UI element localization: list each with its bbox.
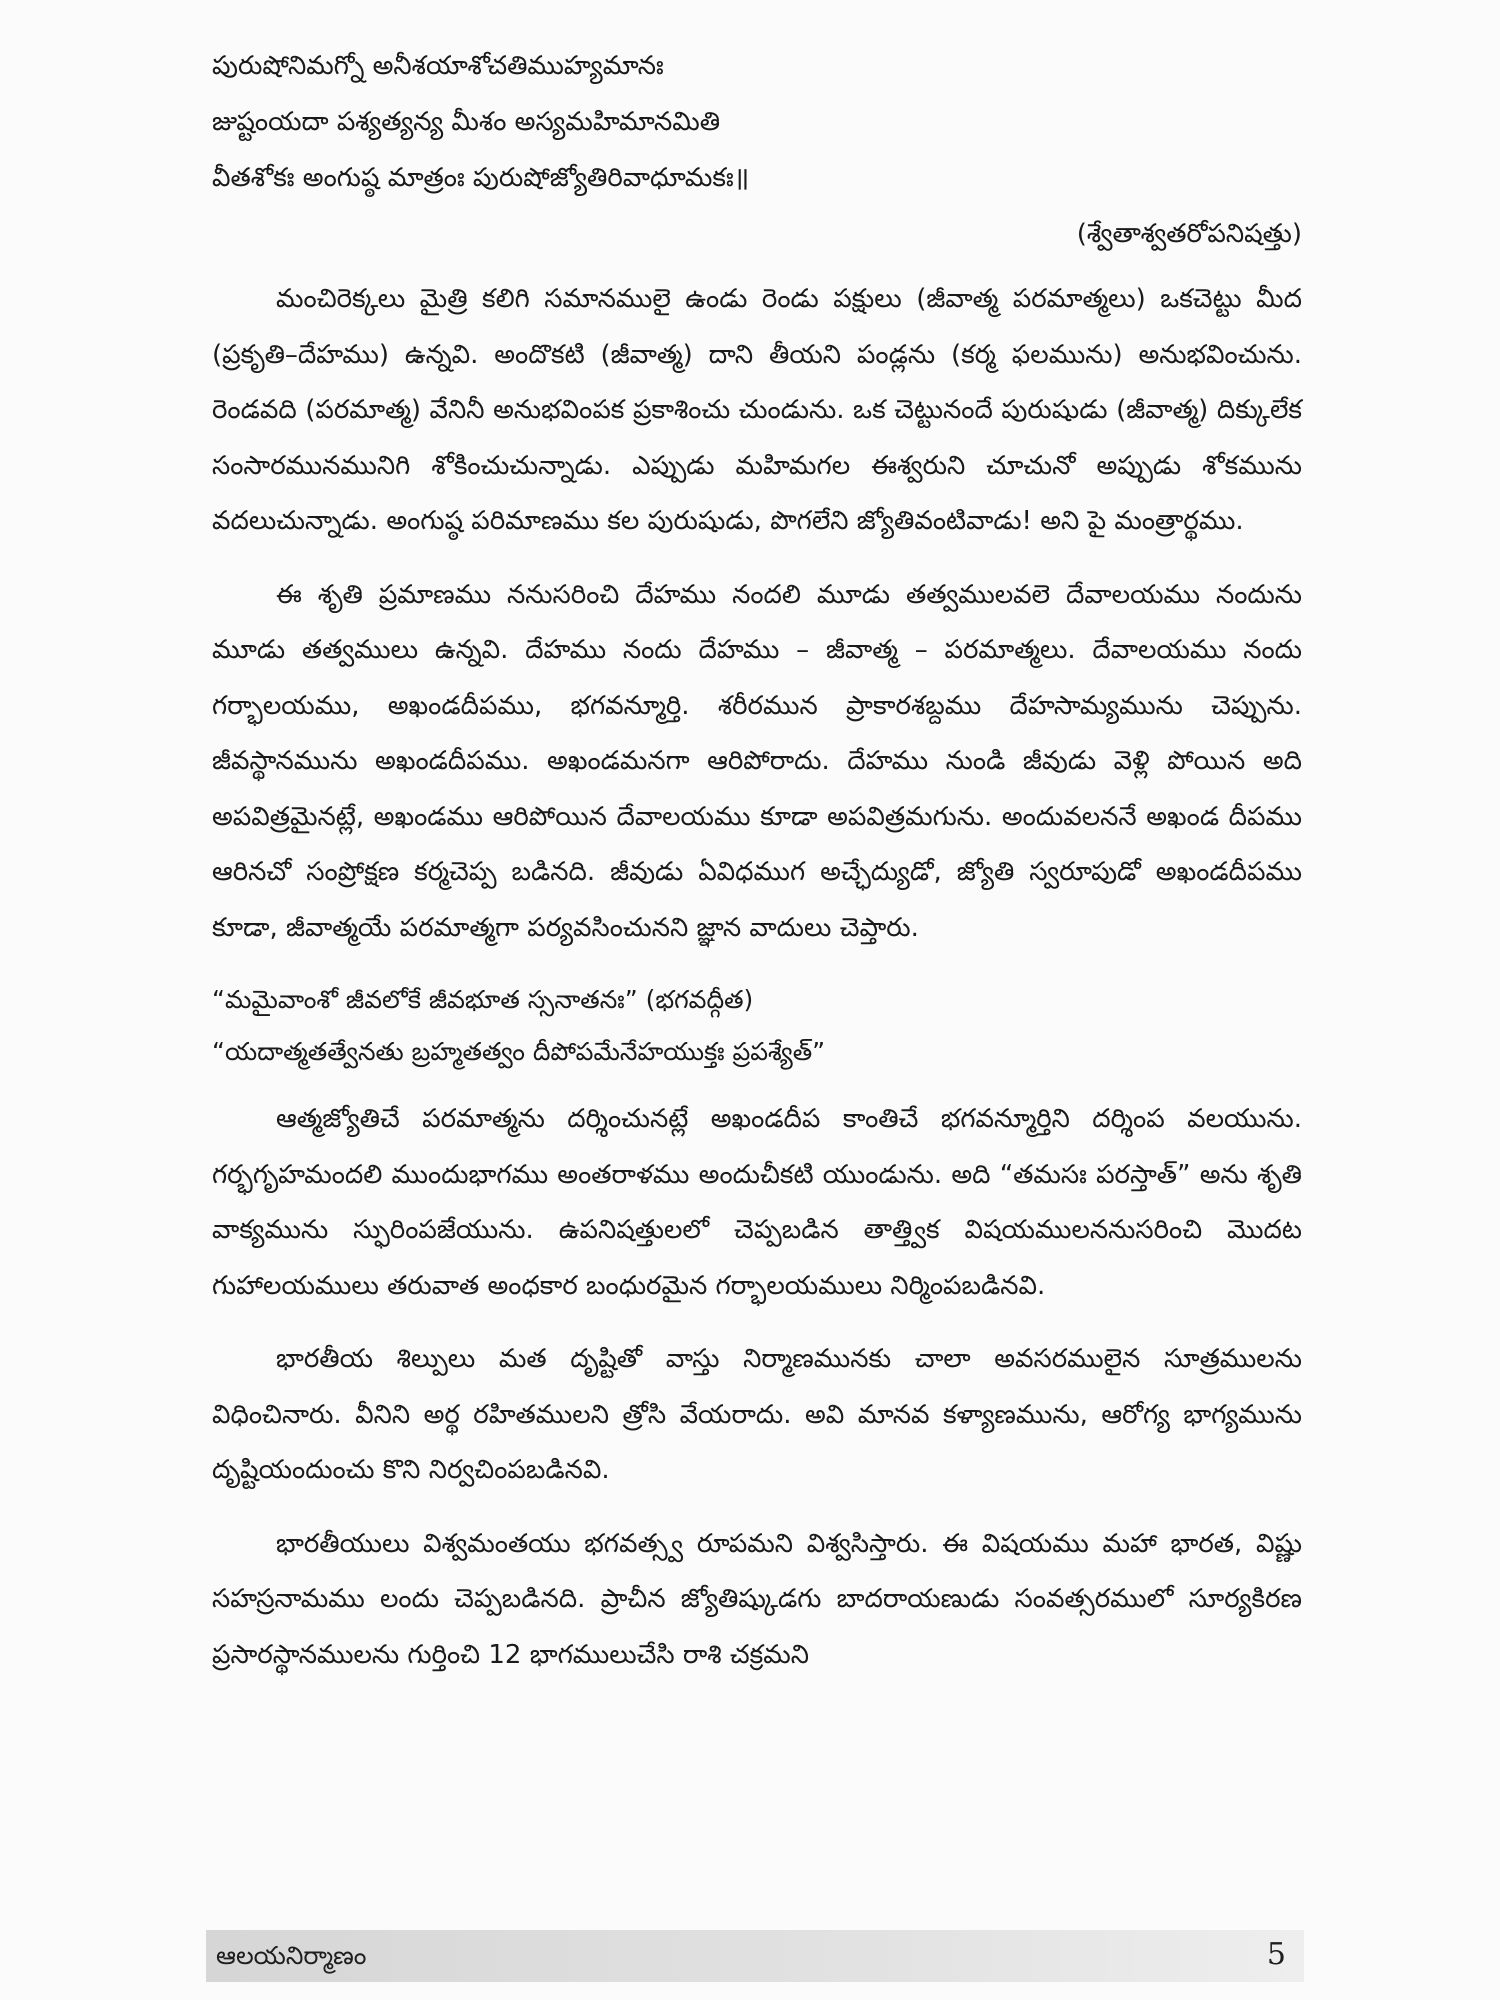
page-footer: [206, 1930, 1304, 1982]
paragraph-sculptors: భారతీయ శిల్పులు మత దృష్టితో వాస్తు నిర్మాణమునకు చాలా అవసరములైన సూత్రములను విధించినారు. వీనిని అర్థ రహితములని త్రోసి వేయరాదు. అవి మానవ కళ్యాణమును, ఆరోగ్య భాగ్యమును దృష్టియందుంచు కొని నిర్వచింపబడినవి.: [212, 1344, 1302, 1485]
page-number: 5: [1266, 1937, 1286, 1972]
verse-line-2: జుష్టంయదా పశ్యత్యన్య మీశం అస్యమహిమానమితి: [212, 107, 721, 137]
quote-upanishad: “యదాత్మతత్వేనతు బ్రహ్మతత్వం దీపోపమేనేహయుక్తః ప్రపశ్యేత్”: [212, 1037, 826, 1066]
paragraph-universe: భారతీయులు విశ్వమంతయు భగవత్స్వ రూపమని విశ్వసిస్తారు. ఈ విషయము మహా భారత, విష్ణు సహస్రనామము లందు చెప్పబడినది. ప్రాచీన జ్యోతిష్కుడగు బాదరాయణుడు సంవత్సరములో సూర్యకిరణ ప్రసారస్థానములను గుర్తించి 12 భాగములుచేసి రాశి చక్రమని: [212, 1528, 1302, 1670]
verse-line-3: వీతశోకః అంగుష్ఠ మాత్రంః పురుషోజ్యోతిరివాధూమకః॥: [212, 163, 750, 193]
paragraph-three-principles: ఈ శృతి ప్రమాణము ననుసరించి దేహము నందలి మూడు తత్వములవలె దేవాలయము నందును మూడు తత్వములు ఉన్నవి. దేహము నందు దేహము – జీవాత్మ – పరమాత్మలు. దేవాలయము నందు గర్భాలయము, అఖండదీపము, భగవన్మూర్తి. శరీరమున ప్రాకారశబ్దము దేహసామ్యమును చెప్పును. జీవస్థానమును అఖండదీపము. అఖండమనగా ఆరిపోరాదు. దేహము నుండి జీవుడు వెళ్లి పోయిన అది అపవిత్రమైనట్లే, అఖండము ఆరిపోయిన దేవాలయము కూడా అపవిత్రమగును. అందువలననే అఖండ దీపము ఆరినచో సంప్రోక్షణ కర్మచెప్ప బడినది. జీవుడు ఏవిధముగ అచ్ఛేద్యుడో, జ్యోతి స్వరూపుడో అఖండదీపము కూడా, జీవాత్మయే పరమాత్మగా పర్యవసించునని జ్ఞాన వాదులు చెప్తారు.: [212, 579, 1302, 943]
paragraph-sanctum: ఆత్మజ్యోతిచే పరమాత్మను దర్శించునట్లే అఖండదీప కాంతిచే భగవన్మూర్తిని దర్శింప వలయును. గర్భగృహమందలి ముందుభాగము అంతరాళము అందుచీకటి యుండును. అది “తమసః పరస్తాత్” అను శృతి వాక్యమును స్ఫురింపజేయును. ఉపనిషత్తులలో చెప్పబడిన తాత్త్విక విషయములననుసరించి మొదట గుహాలయములు తరువాత అంధకార బంధురమైన గర్భాలయములు నిర్మింపబడినవి.: [212, 1104, 1302, 1301]
verse-source: (శ్వేతాశ్వతరోపనిషత్తు): [1076, 219, 1302, 249]
sanskrit-verse: [212, 38, 1302, 206]
scripture-quotes: [212, 974, 1302, 1078]
verse-line-1: పురుషోనిమగ్నో అనీశయాశోచతిముహ్యమానః: [212, 51, 664, 81]
quote-gita: “మమైవాంశో జీవలోకే జీవభూత స్సనాతనః” (భగవద్గీత): [212, 985, 754, 1014]
page-content: [212, 38, 1302, 1701]
book-title: ఆలయనిర్మాణం: [216, 1941, 367, 1970]
paragraph-verse-meaning: మంచిరెక్కలు మైత్రి కలిగి సమానములై ఉండు రెండు పక్షులు (జీవాత్మ పరమాత్మలు) ఒకచెట్టు మీద (ప్రకృతి–దేహము) ఉన్నవి. అందొకటి (జీవాత్మ) దాని తీయని పండ్లను (కర్మ ఫలమును) అనుభవించును. రెండవది (పరమాత్మ) వేనినీ అనుభవింపక ప్రకాశించు చుండును. ఒక చెట్టునందే పురుషుడు (జీవాత్మ) దిక్కులేక సంసారమునమునిగి శోకించుచున్నాడు. ఎప్పుడు మహిమగల ఈశ్వరుని చూచునో అప్పుడు శోకమును వదలుచున్నాడు. అంగుష్ఠ పరిమాణము కల పురుషుడు, పొగలేని జ్యోతివంటివాడు! అని పై మంత్రార్థము.: [212, 284, 1302, 536]
